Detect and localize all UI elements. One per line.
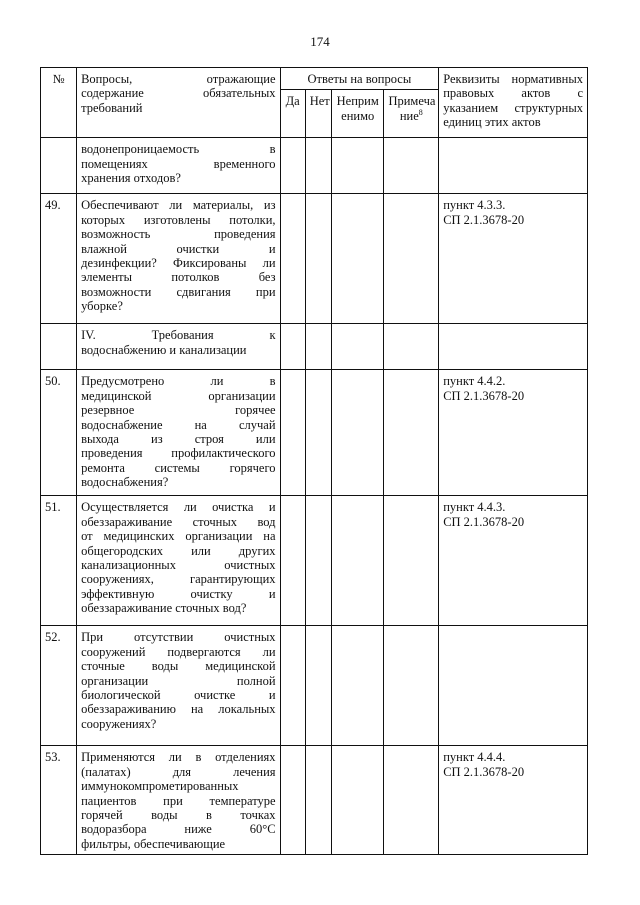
table-row — [41, 746, 588, 855]
row-number — [41, 324, 77, 370]
table-row — [41, 626, 588, 746]
answer-note-cell[interactable] — [384, 370, 439, 496]
row-number: 53. — [41, 746, 77, 855]
answer-note-cell[interactable] — [384, 496, 439, 626]
answer-na-cell[interactable] — [331, 626, 384, 746]
header-yes: Да — [280, 90, 305, 138]
row-number: 51. — [41, 496, 77, 626]
table-row — [41, 324, 588, 370]
answer-no-cell[interactable] — [305, 496, 331, 626]
answer-na-cell[interactable] — [331, 138, 384, 194]
question-text: Применяются ли в отделениях (палатах) для лечения иммунокомпрометированных пациентов при температуре горячей воды в точках водоразбора ниже 60°С фильтры, обеспечивающие — [77, 746, 280, 855]
row-number: 52. — [41, 626, 77, 746]
answer-na-cell[interactable] — [331, 324, 384, 370]
checklist-table — [40, 67, 588, 855]
answer-no-cell[interactable] — [305, 370, 331, 496]
answer-yes-cell[interactable] — [280, 370, 305, 496]
header-num: № — [41, 68, 77, 138]
legal-reference — [439, 626, 588, 746]
question-text: Обеспечивают ли материалы, из которых изготовлены потолки, возможность проведения влажной очистки и дезинфекции? Фиксированы ли элементы потолков без возможности сдвигания при уборке? — [77, 194, 280, 324]
legal-reference: пункт 4.4.4. СП 2.1.3678-20 — [439, 746, 588, 855]
row-number — [41, 138, 77, 194]
question-text: При отсутствии очистных сооружений подвергаются ли сточные воды медицинской организации полной биологической очистке и обеззараживанию на локальных сооружениях? — [77, 626, 280, 746]
legal-reference: пункт 4.4.2. СП 2.1.3678-20 — [439, 370, 588, 496]
header-not-applicable: Неприм енимо — [331, 90, 384, 138]
answer-no-cell[interactable] — [305, 746, 331, 855]
legal-reference: пункт 4.3.3. СП 2.1.3678-20 — [439, 194, 588, 324]
question-text: Осуществляется ли очистка и обеззараживание сточных вод от медицинских организации на общегородских или других канализационных очистных сооружениях, гарантирующих эффективную очистку и обеззараживание сточных вод? — [77, 496, 280, 626]
answer-no-cell[interactable] — [305, 626, 331, 746]
table-row — [41, 370, 588, 496]
answer-yes-cell[interactable] — [280, 496, 305, 626]
question-text: IV. Требования к водоснабжению и канализации — [77, 324, 280, 370]
answer-note-cell[interactable] — [384, 626, 439, 746]
legal-reference: пункт 4.4.3. СП 2.1.3678-20 — [439, 496, 588, 626]
answer-yes-cell[interactable] — [280, 746, 305, 855]
row-number: 49. — [41, 194, 77, 324]
legal-reference — [439, 138, 588, 194]
answer-no-cell[interactable] — [305, 194, 331, 324]
table-row — [41, 194, 588, 324]
header-note: Примеча ние$^8$ — [384, 90, 439, 138]
question-text: Предусмотрено ли в медицинской организации резервное горячее водоснабжение на случай выхода из строя или проведения профилактического ремонта системы горячего водоснабжения? — [77, 370, 280, 496]
legal-reference — [439, 324, 588, 370]
answer-note-cell[interactable] — [384, 194, 439, 324]
answer-na-cell[interactable] — [331, 746, 384, 855]
answer-note-cell[interactable] — [384, 746, 439, 855]
answer-yes-cell[interactable] — [280, 324, 305, 370]
table-row — [41, 138, 588, 194]
table-row — [41, 496, 588, 626]
page-number: 174 — [310, 34, 330, 49]
header-refs: Реквизиты нормативных правовых актов с указанием структурных единиц этих актов — [439, 68, 588, 138]
question-text: водонепроницаемость в помещениях временного хранения отходов? — [77, 138, 280, 194]
answer-na-cell[interactable] — [331, 496, 384, 626]
answer-yes-cell[interactable] — [280, 194, 305, 324]
header-answers: Ответы на вопросы — [280, 68, 439, 90]
header-questions: Вопросы, отражающие содержание обязательных требований — [77, 68, 280, 138]
header-no: Нет — [305, 90, 331, 138]
row-number: 50. — [41, 370, 77, 496]
answer-yes-cell[interactable] — [280, 138, 305, 194]
answer-no-cell[interactable] — [305, 324, 331, 370]
answer-no-cell[interactable] — [305, 138, 331, 194]
footnote-mark: 8 — [418, 107, 423, 117]
answer-note-cell[interactable] — [384, 324, 439, 370]
answer-note-cell[interactable] — [384, 138, 439, 194]
answer-yes-cell[interactable] — [280, 626, 305, 746]
answer-na-cell[interactable] — [331, 194, 384, 324]
answer-na-cell[interactable] — [331, 370, 384, 496]
